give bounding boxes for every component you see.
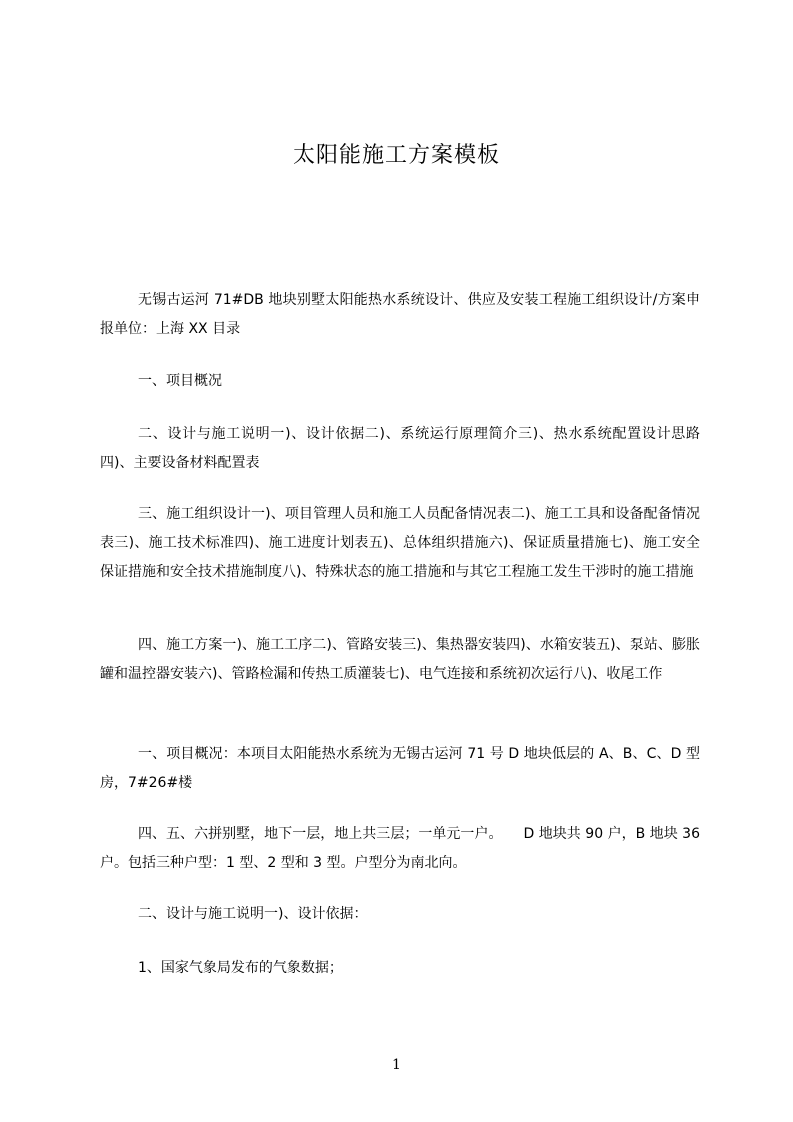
paragraph-toc-2: 二、设计与施工说明一)、设计依据二)、系统运行原理简介三)、热水系统配置设计思路四)、主要设备材料配置表 xyxy=(100,426,700,471)
paragraph-project-intro: 无锡古运河 71#DB 地块别墅太阳能热水系统设计、供应及安装工程施工组织设计/方案申报单位：上海 XX 目录 xyxy=(100,292,700,337)
paragraph-basis-item-1: 1、国家气象局发布的气象数据； xyxy=(138,960,343,976)
paragraph-villa-info: 四、五、六拼别墅，地下一层，地上共三层；一单元一户。 D 地块共 90 户，B 地块 36 户。包括三种户型：1 型、2 型和 3 型。户型分为南北向。 xyxy=(100,826,700,871)
paragraph-toc-4: 四、施工方案一)、施工工序二)、管路安装三)、集热器安装四)、水箱安装五)、泵站、膨胀罐和温控器安装六)、管路检漏和传热工质灌装七)、电气连接和系统初次运行八)、收尾工作 xyxy=(100,637,700,682)
paragraph-overview: 一、项目概况：本项目太阳能热水系统为无锡古运河 71 号 D 地块低层的 A、B、C、D 型房，7#26#楼 xyxy=(100,746,700,791)
page-number: 1 xyxy=(392,1057,401,1073)
document-title: 太阳能施工方案模板 xyxy=(292,143,500,168)
paragraph-toc-1: 一、项目概况 xyxy=(138,373,222,389)
paragraph-toc-3: 三、施工组织设计一)、项目管理人员和施工人员配备情况表二)、施工工具和设备配备情况表三)、施工技术标准四)、施工进度计划表五)、总体组织措施六)、保证质量措施七)、施工安全保证措施和安全技术措施制度八)、特殊状态的施工措施和与其它工程施工发生干涉时的施工措施 xyxy=(100,506,700,580)
paragraph-design-basis: 二、设计与施工说明一)、设计依据： xyxy=(138,906,368,922)
